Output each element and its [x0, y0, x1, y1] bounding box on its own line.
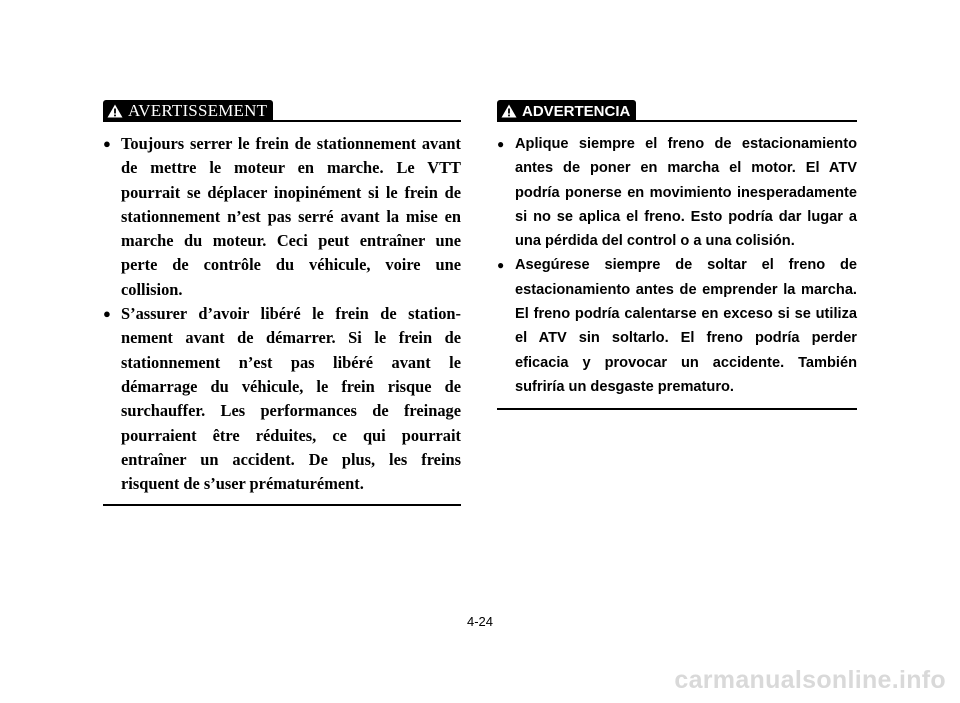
- list-item: ● Aplique siempre el freno de estacionamiento antes de poner en marcha el motor. El ATV podría ponerse en movimiento inesperadamente si no se aplica el freno. Esto podría dar lugar a una pérdida del control o a una colisión.: [497, 132, 857, 253]
- warning-header: [497, 100, 857, 122]
- watermark: carmanualsonline.info: [674, 666, 946, 694]
- warning-badge: [103, 100, 273, 122]
- warning-section-spanish: [497, 100, 857, 410]
- warning-section-french: [103, 100, 461, 506]
- page-number: 4-24: [466, 614, 494, 629]
- warning-title: ADVERTENCIA: [522, 102, 631, 120]
- list-item: ● S’assurer d’avoir libéré le frein de stationnement avant de démarrer. Si le frein de stationnement n’est pas libéré avant le démarrage du véhicule, le frein risque de surchauffer. Les performances de freinage pourraient être réduites, ce qui pourrait entraîner un accident. De plus, les freins risquent de s’user prématurément.: [103, 302, 461, 496]
- warning-triangle-icon: [107, 104, 123, 118]
- section-end-rule: [103, 504, 461, 506]
- section-end-rule: [497, 408, 857, 410]
- list-item: ● Asegúrese siempre de soltar el freno de estacionamiento antes de emprender la marcha. El freno podría calentarse en exceso si se utiliza el ATV sin soltarlo. El freno podría perder eficacia y provocar un accidente. También sufriría un desgaste prematuro.: [497, 253, 857, 399]
- list-item: ● Toujours serrer le frein de stationnement avant de mettre le moteur en marche. Le VTT pourrait se déplacer inopinément si le frein de stationnement n’est pas serré avant la mise en marche du moteur. Ceci peut entraîner une perte de contrôle du véhicule, voire une collision.: [103, 132, 461, 302]
- warning-badge: [497, 100, 636, 122]
- warning-triangle-icon: [501, 104, 517, 118]
- warning-list: [497, 132, 857, 399]
- warning-header: [103, 100, 461, 122]
- warning-list: [103, 132, 461, 496]
- warning-title: AVERTISSEMENT: [128, 101, 268, 120]
